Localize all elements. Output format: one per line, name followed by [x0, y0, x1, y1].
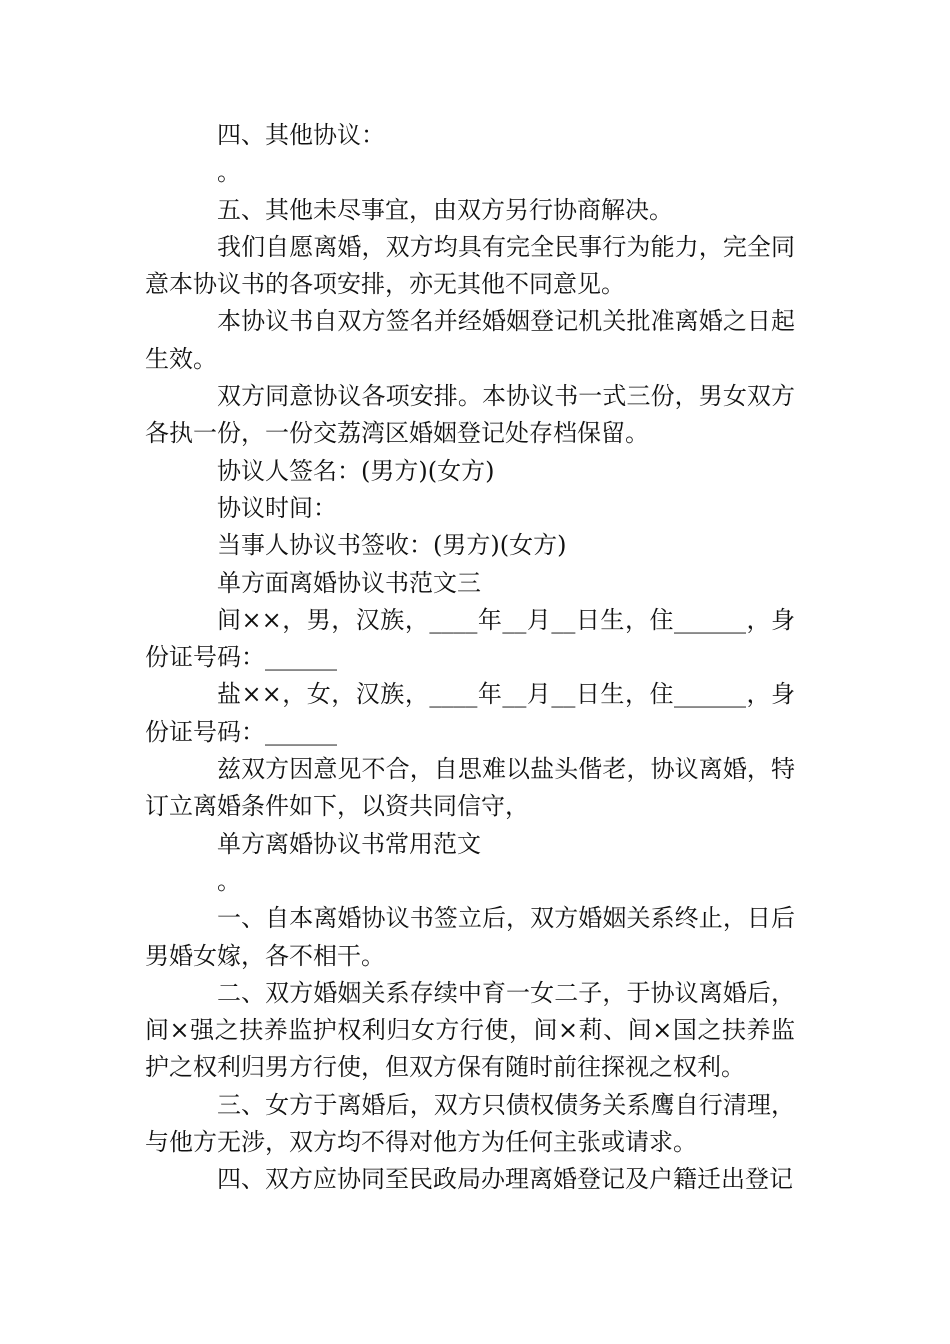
clause-four: 四、双方应协同至民政局办理离婚登记及户籍迁出登记 [217, 1165, 793, 1194]
paragraph-voluntary-divorce: 我们自愿离婚，双方均具有完全民事行为能力，完全同意本协议书的各项安排，亦无其他不同意见。 [145, 232, 795, 299]
paragraph-period-2: 。 [217, 866, 241, 895]
paragraph-period-1: 。 [217, 158, 241, 187]
paragraph-preamble: 兹双方因意见不合，自思难以盐头偕老，协议离婚，特订立离婚条件如下，以资共同信守， [145, 755, 795, 821]
section-title-sample-three: 单方面离婚协议书范文三 [217, 568, 481, 597]
paragraph-party-male: 间××，男，汉族，____年__月__日生，住______，身份证号码：______ [145, 605, 795, 672]
paragraph-signatures: 协议人签名：(男方)(女方) [217, 456, 495, 485]
clause-two: 二、双方婚姻关系存续中育一女二子，于协议离婚后，间×强之扶养监护权利归女方行使，间×莉、间×国之扶养监护之权利归男方行使，但双方保有随时前往探视之权利。 [145, 978, 795, 1082]
paragraph-effective-date: 本协议书自双方签名并经婚姻登记机关批准离婚之日起生效。 [145, 307, 795, 373]
document-body [145, 117, 795, 1199]
clause-one: 一、自本离婚协议书签立后，双方婚姻关系终止，日后男婚女嫁，各不相干。 [145, 904, 795, 970]
paragraph-copies: 双方同意协议各项安排。本协议书一式三份，男女双方各执一份，一份交荔湾区婚姻登记处存档保留。 [145, 382, 795, 448]
paragraph-other-matters: 五、其他未尽事宜，由双方另行协商解决。 [217, 195, 673, 224]
paragraph-other-agreement: 四、其他协议： [217, 121, 385, 149]
paragraph-party-female: 盐××，女，汉族，____年__月__日生，住______，身份证号码：______ [145, 680, 795, 746]
section-title-common-sample: 单方离婚协议书常用范文 [217, 829, 481, 858]
clause-three: 三、女方于离婚后，双方只债权债务关系鹰自行清理，与他方无涉，双方均不得对他方为任何主张或请求。 [145, 1090, 795, 1157]
paragraph-agreement-time: 协议时间： [217, 493, 337, 522]
paragraph-receipt: 当事人协议书签收：(男方)(女方) [217, 531, 567, 560]
